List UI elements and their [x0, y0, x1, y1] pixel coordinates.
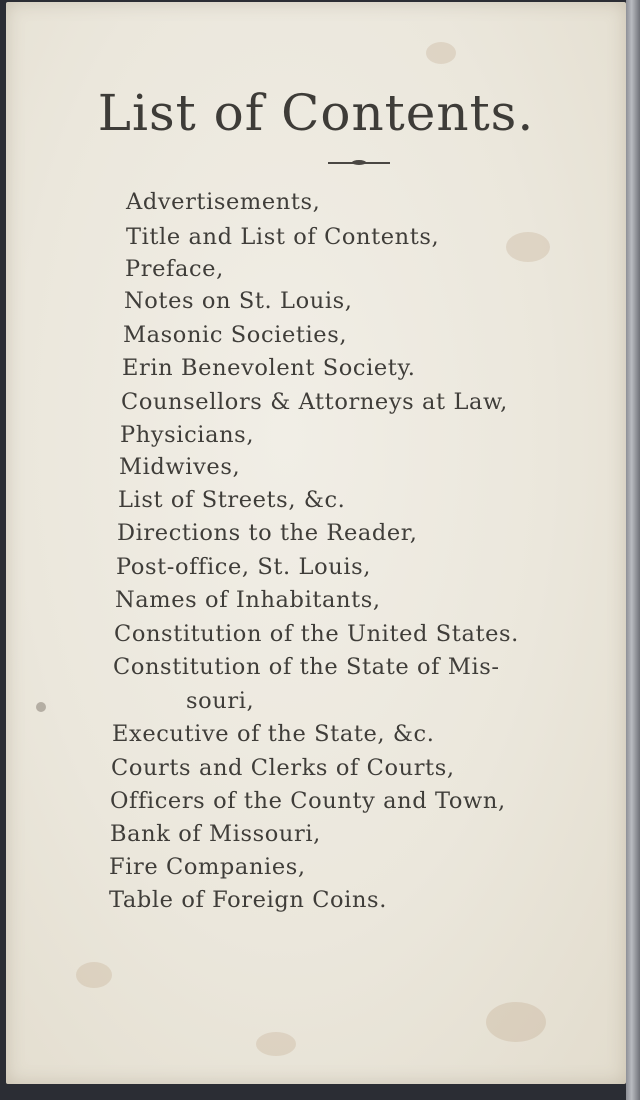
contents-item: Constitution of the State of Mis- [113, 654, 500, 680]
contents-item: Preface, [125, 256, 224, 282]
contents-item: Names of Inhabitants, [115, 587, 381, 613]
contents-item: Fire Companies, [109, 854, 306, 880]
contents-item: List of Streets, &c. [118, 487, 346, 513]
book-edge [626, 0, 640, 1100]
contents-item: Constitution of the United States. [114, 621, 519, 647]
contents-item: Bank of Missouri, [110, 821, 321, 847]
foxing-spot [506, 232, 550, 262]
contents-item: Directions to the Reader, [117, 520, 418, 546]
page-title: List of Contents. [97, 84, 535, 142]
foxing-spot [486, 1002, 546, 1042]
title-ornament-dot [352, 160, 366, 165]
contents-item: Erin Benevolent Society. [122, 355, 416, 381]
contents-item: Title and List of Contents, [126, 224, 440, 250]
foxing-spot [76, 962, 112, 988]
foxing-spot [426, 42, 456, 64]
contents-item-continuation: souri, [186, 688, 255, 714]
contents-item: Physicians, [120, 422, 255, 448]
contents-item: Notes on St. Louis, [124, 288, 353, 314]
foxing-spot [36, 702, 46, 712]
contents-item: Table of Foreign Coins. [109, 887, 387, 913]
foxing-spot [256, 1032, 296, 1056]
contents-item: Courts and Clerks of Courts, [111, 755, 455, 781]
book-page [6, 2, 626, 1084]
contents-item: Masonic Societies, [123, 322, 348, 348]
contents-item: Advertisements, [126, 189, 321, 215]
contents-item: Counsellors & Attorneys at Law, [121, 389, 508, 415]
contents-item: Post-office, St. Louis, [116, 554, 372, 580]
contents-item: Officers of the County and Town, [110, 788, 506, 814]
contents-item: Executive of the State, &c. [112, 721, 435, 747]
contents-item: Midwives, [119, 454, 241, 480]
